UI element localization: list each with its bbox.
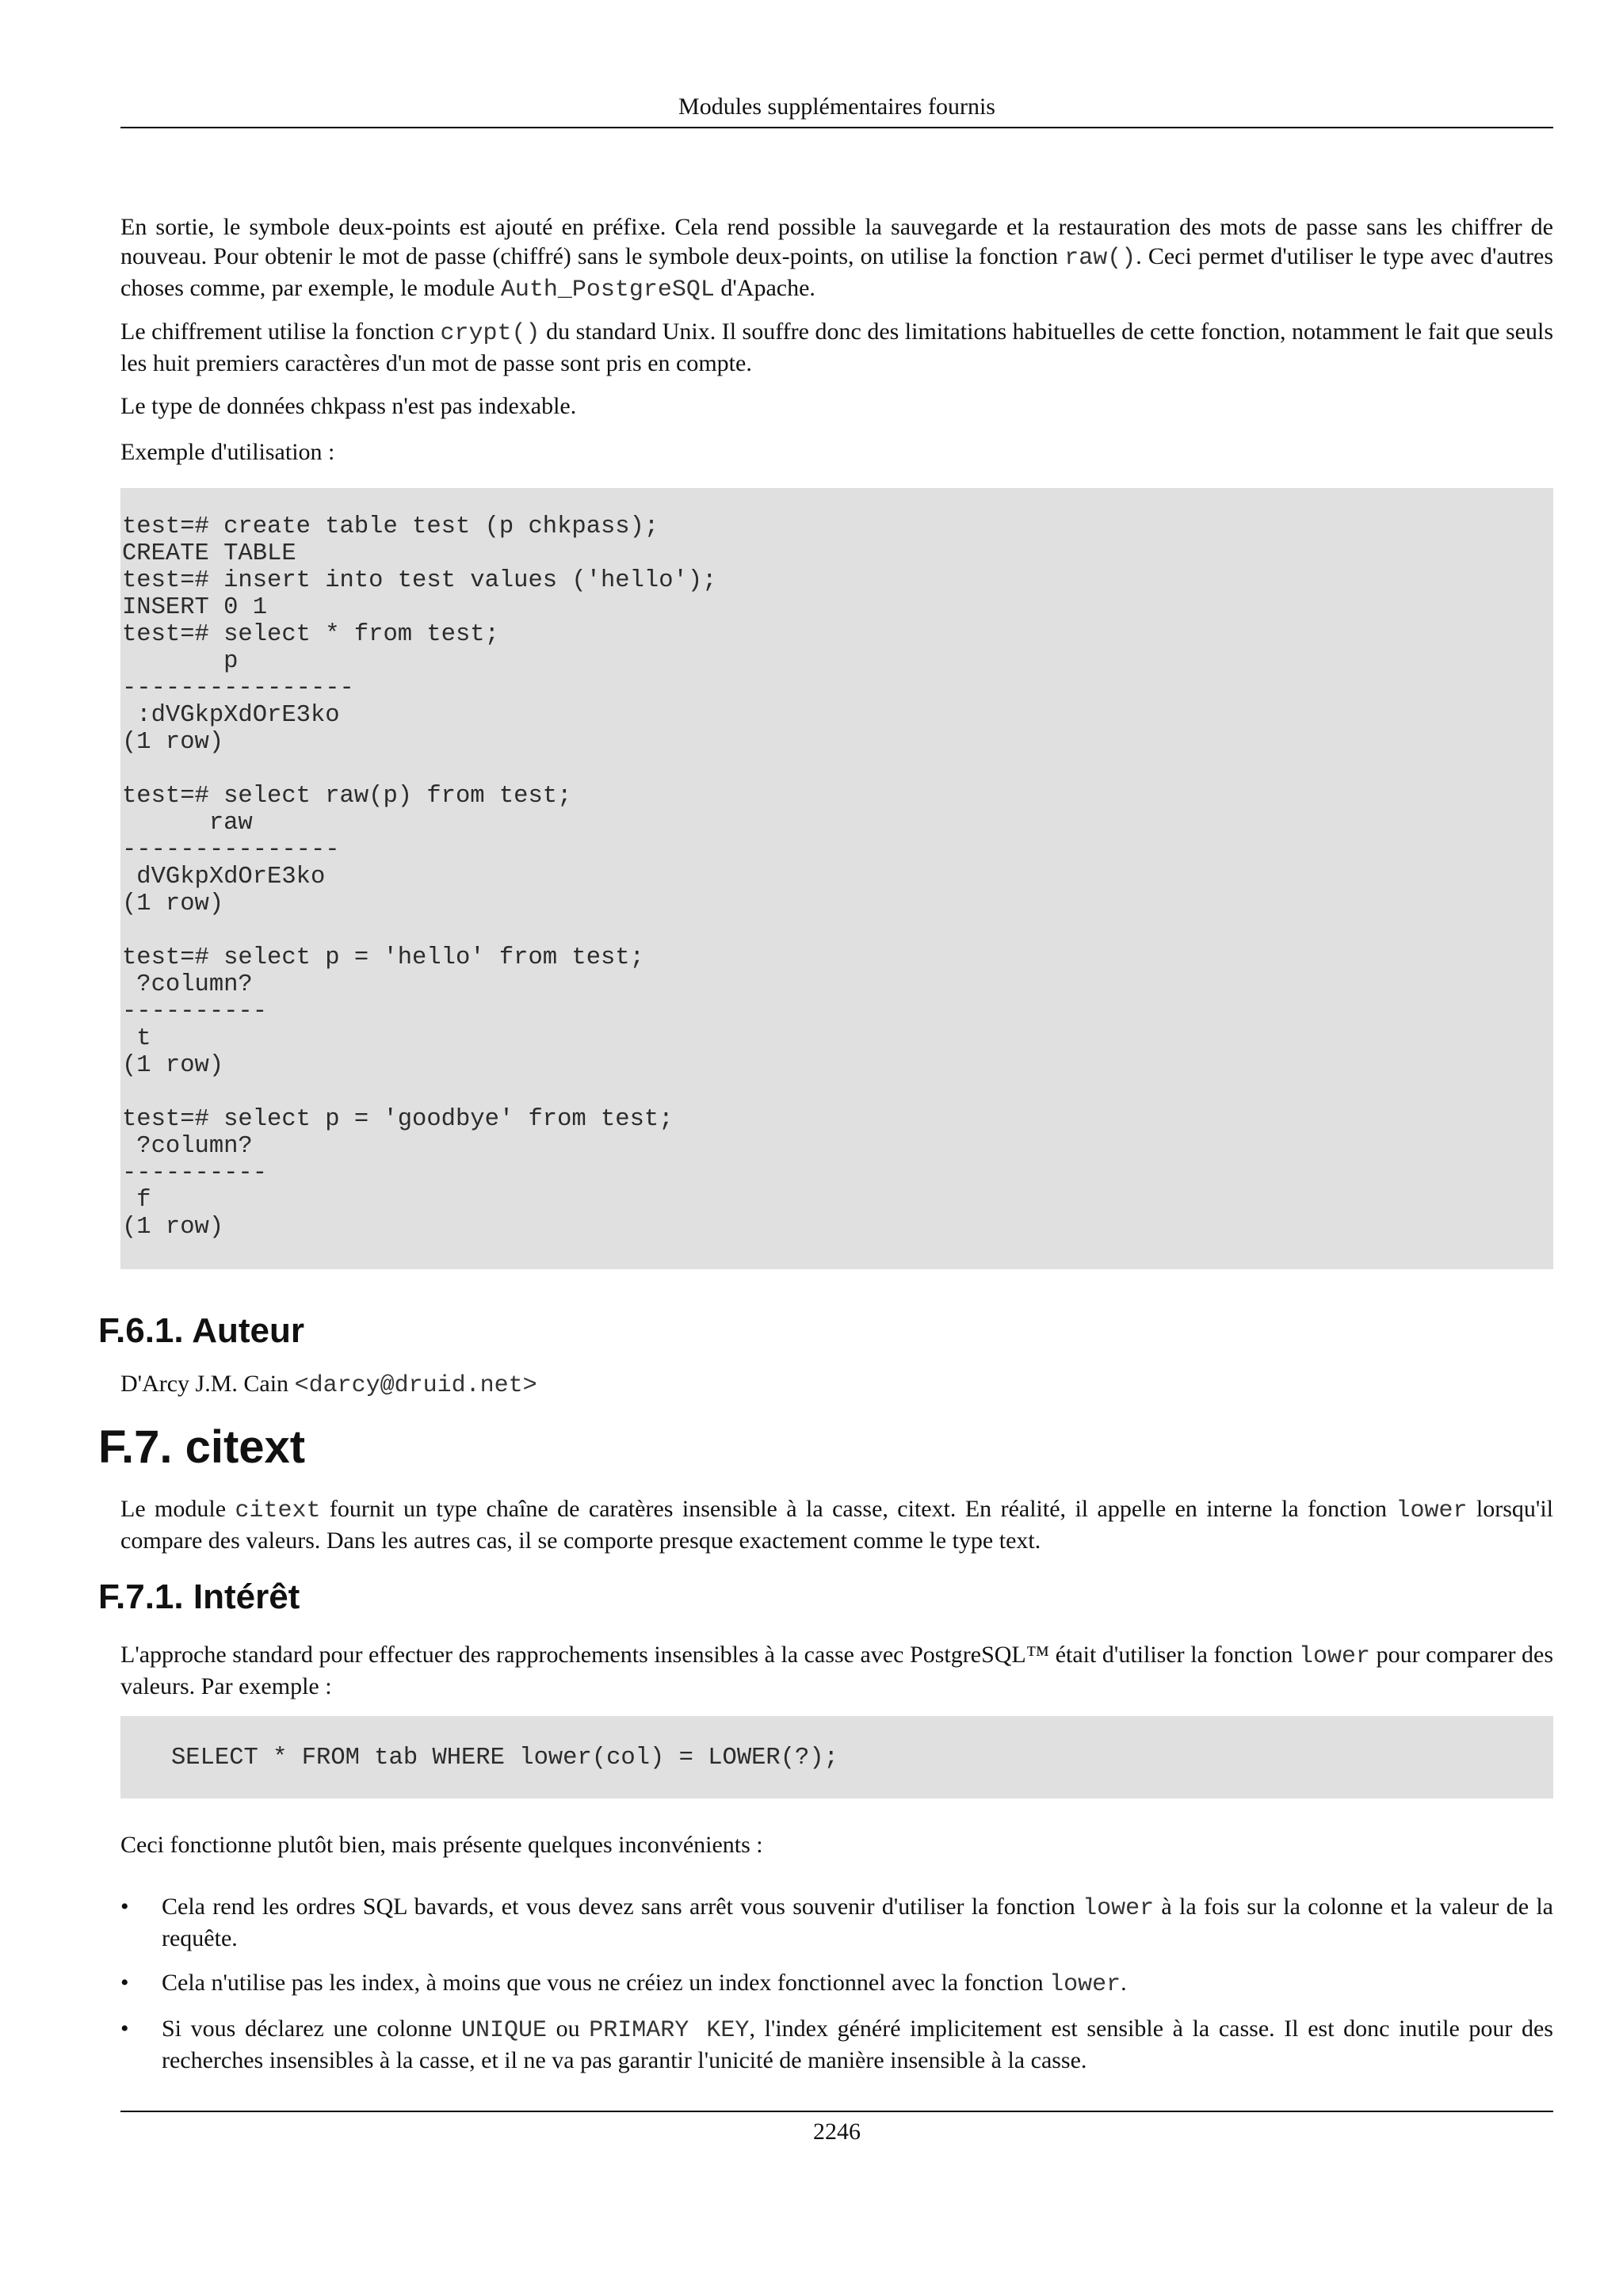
author-line bbox=[120, 1369, 1553, 1401]
text: . bbox=[1121, 1970, 1127, 1996]
text: ou bbox=[547, 2016, 590, 2042]
page-number: 2246 bbox=[813, 2119, 861, 2145]
text: lorsqu'il compare des valeurs. Dans les autres cas, il se comporte presque exactement comme le type text. bbox=[120, 1496, 1553, 1554]
inline-code: lower bbox=[1396, 1497, 1468, 1524]
inline-code: lower bbox=[1083, 1895, 1155, 1922]
lower-example-code: SELECT * FROM tab WHERE lower(col) = LOWER(?); bbox=[171, 1745, 838, 1772]
inline-code: PRIMARY KEY bbox=[589, 2017, 750, 2044]
inline-code: crypt() bbox=[440, 320, 540, 347]
bullet-icon: • bbox=[120, 1970, 129, 1996]
section-heading-citext: F.7. citext bbox=[98, 1421, 306, 1473]
text: fournit un type chaîne de caratères insensible à la casse, citext. En réalité, il appelle en interne la fonction bbox=[320, 1496, 1396, 1522]
example-code: test=# create table test (p chkpass); CREATE TABLE test=# insert into test values ('hello'); INSERT 0 1 test=# select * from test; p ---------------- :dVGkpXdOrE3ko (1 row) test=# select raw(p) from test; raw --------------- dVGkpXdOrE3ko (1 row) test=# select p = 'hello' from test; ?column? ---------- t (1 row) test=# select p = 'goodbye' from test; ?column? ---------- f (1 row) bbox=[122, 513, 717, 1241]
intro-paragraph-4: Exemple d'utilisation : bbox=[120, 439, 335, 465]
inline-code: lower bbox=[1049, 1971, 1121, 1998]
text: Le chiffrement utilise la fonction bbox=[120, 318, 441, 345]
text: du standard Unix. Il souffre donc des limitations habituelles de cette fonction, notamment le fait que seuls les huit premiers caractères d'un mot de passe sont pris en compte. bbox=[120, 318, 1554, 376]
inline-code: Auth_PostgreSQL bbox=[500, 277, 715, 303]
list-item bbox=[120, 2014, 1553, 2075]
header-rule bbox=[120, 127, 1553, 128]
bullet-icon: • bbox=[120, 1894, 129, 1920]
text: , l'index généré implicitement est sensible à la casse. Il est donc inutile pour des recherches insensibles à la casse, et il ne va pas garantir l'unicité de manière insensible à la casse. bbox=[162, 2016, 1553, 2073]
section-heading-interet: F.7.1. Intérêt bbox=[98, 1577, 300, 1616]
text: Le module bbox=[120, 1496, 235, 1522]
interet-paragraph-2: Ceci fonctionne plutôt bien, mais présente quelques inconvénients : bbox=[120, 1832, 763, 1858]
bullet-icon: • bbox=[120, 2016, 129, 2042]
intro-paragraph-3: Le type de données chkpass n'est pas indexable. bbox=[120, 393, 577, 419]
text: Si vous déclarez une colonne bbox=[162, 2016, 461, 2042]
section-heading-auteur: F.6.1. Auteur bbox=[98, 1311, 304, 1350]
text: pour comparer des valeurs. Par exemple : bbox=[120, 1642, 1553, 1699]
list-item bbox=[120, 1892, 1553, 1953]
text: En sortie, le symbole deux-points est ajouté en préfixe. Cela rend possible la sauvegarde et la restauration des mots de passe sans les chiffrer de nouveau. Pour obtenir le mot de passe (chiffré) sans le symbole deux-points, on utilise la fonction bbox=[120, 214, 1553, 269]
inline-code: lower bbox=[1299, 1643, 1371, 1670]
author-name: D'Arcy J.M. Cain bbox=[120, 1371, 295, 1397]
text: Cela n'utilise pas les index, à moins que vous ne créiez un index fonctionnel avec la fonction bbox=[162, 1970, 1050, 1996]
lower-example-code-block bbox=[120, 1716, 1553, 1798]
footer-rule bbox=[120, 2111, 1553, 2112]
inline-code: UNIQUE bbox=[461, 2017, 548, 2044]
citext-paragraph bbox=[120, 1494, 1553, 1555]
text: . Ceci permet d'utiliser le type avec d'autres choses comme, par exemple, le module bbox=[120, 243, 1553, 301]
inline-code: raw() bbox=[1064, 245, 1136, 272]
author-email: <darcy@druid.net> bbox=[294, 1372, 537, 1399]
text: d'Apache. bbox=[714, 275, 815, 301]
running-header: Modules supplémentaires fournis bbox=[678, 93, 995, 120]
example-code-block bbox=[120, 488, 1553, 1269]
text: Cela rend les ordres SQL bavards, et vous devez sans arrêt vous souvenir d'utiliser la fonction bbox=[162, 1894, 1083, 1920]
intro-paragraph-1 bbox=[120, 212, 1553, 305]
intro-paragraph-2 bbox=[120, 317, 1553, 378]
inline-code: citext bbox=[235, 1497, 321, 1524]
text: L'approche standard pour effectuer des rapprochements insensibles à la casse avec PostgreSQL™ était d'utiliser la fonction bbox=[120, 1642, 1300, 1668]
interet-paragraph-1 bbox=[120, 1640, 1553, 1701]
list-item bbox=[120, 1968, 1553, 2000]
text: à la fois sur la colonne et la valeur de la requête. bbox=[162, 1894, 1553, 1951]
